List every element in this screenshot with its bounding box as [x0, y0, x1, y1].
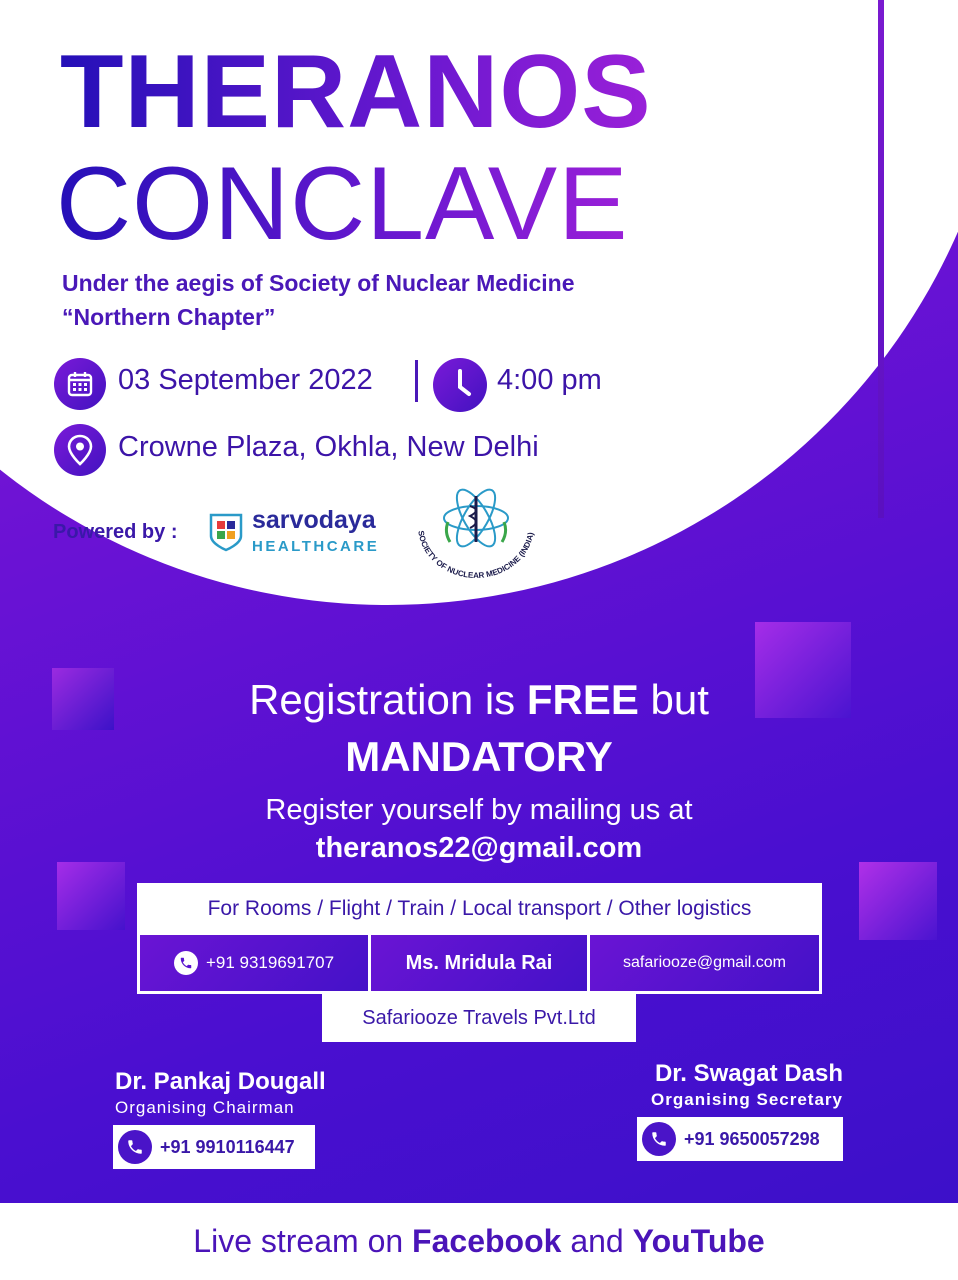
aegis-line1: Under the aegis of Society of Nuclear Medicine	[62, 270, 575, 296]
registration-heading	[0, 676, 958, 724]
aegis-text	[62, 266, 575, 334]
event-date: 03 September 2022	[118, 364, 373, 396]
society-logo-text: SOCIETY OF NUCLEAR MEDICINE (INDIA)	[416, 529, 536, 581]
phone-icon	[642, 1122, 676, 1156]
secretary-phone: +91 9650057298	[684, 1128, 820, 1149]
logistics-contact-name: Ms. Mridula Rai	[371, 935, 587, 991]
logistics-heading: For Rooms / Flight / Train / Local transport / Other logistics	[137, 883, 822, 935]
registration-mandatory: MANDATORY	[345, 733, 613, 780]
footer-pre: Live stream on	[193, 1223, 404, 1259]
chairman-role: Organising Chairman	[115, 1098, 295, 1117]
logistics-phone-cell[interactable]	[140, 935, 368, 991]
registration-text: Registration is	[249, 676, 516, 723]
phone-icon	[118, 1130, 152, 1164]
chairman-phone-button[interactable]	[113, 1125, 315, 1169]
event-time: 4:00 pm	[497, 364, 602, 396]
travel-agency: Safariooze Travels Pvt.Ltd	[322, 994, 636, 1042]
sponsor-name: sarvodaya	[252, 506, 376, 534]
registration-email-link[interactable]: theranos22@gmail.com	[315, 832, 643, 864]
registration-free: FREE	[526, 676, 639, 723]
logistics-phone: +91 9319691707	[205, 953, 335, 972]
phone-icon	[174, 951, 198, 975]
logistics-contact-row	[137, 932, 822, 994]
secretary-name: Dr. Swagat Dash	[654, 1060, 843, 1087]
footer-and: and	[570, 1223, 624, 1259]
chairman-phone: +91 9910116447	[160, 1136, 295, 1157]
powered-by-label: Powered by :	[53, 521, 178, 543]
sarvodaya-logo-icon	[208, 512, 244, 552]
decorative-square	[859, 862, 937, 940]
society-logo	[404, 482, 548, 602]
chairman-name: Dr. Pankaj Dougall	[115, 1068, 326, 1095]
location-pin-icon	[54, 424, 106, 476]
clock-icon	[433, 358, 487, 412]
secretary-role: Organising Secretary	[651, 1090, 843, 1109]
livestream-footer	[0, 1203, 958, 1280]
aegis-line2: “Northern Chapter”	[62, 304, 276, 330]
event-venue: Crowne Plaza, Okhla, New Delhi	[118, 431, 539, 463]
divider	[415, 360, 418, 402]
registration-text-but: but	[650, 676, 709, 723]
footer-facebook-link[interactable]: Facebook	[412, 1223, 562, 1259]
logistics-email-link[interactable]: safariooze@gmail.com	[590, 935, 819, 991]
footer-youtube-link[interactable]: YouTube	[632, 1223, 765, 1259]
registration-instruction: Register yourself by mailing us at	[265, 794, 693, 826]
calendar-icon	[54, 358, 106, 410]
secretary-phone-button[interactable]	[637, 1117, 843, 1161]
title-theranos: THERANOS	[60, 34, 652, 150]
decorative-stripe	[878, 0, 884, 518]
decorative-square	[57, 862, 125, 930]
sponsor-subtitle: HEALTHCARE	[252, 538, 380, 555]
title-conclave: CONCLAVE	[56, 146, 629, 262]
